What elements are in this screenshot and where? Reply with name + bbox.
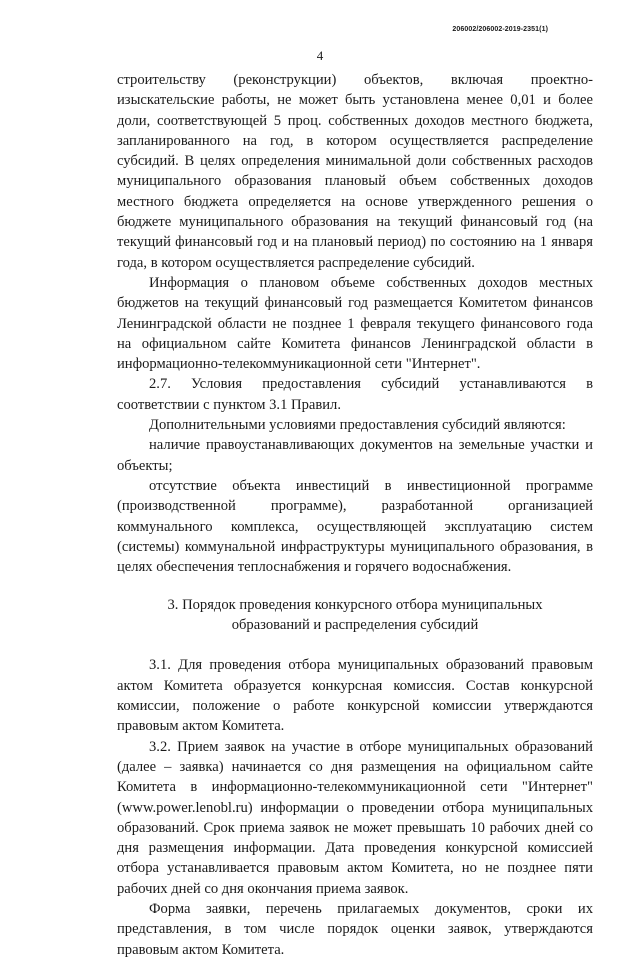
paragraph-additional-conditions: Дополнительными условиями предоставления субсидий являются: xyxy=(149,417,566,434)
document-id: 206002/206002-2019-2351(1) xyxy=(452,26,548,33)
section-heading-line-2: образований и распределения субсидий xyxy=(231,617,479,634)
document-body xyxy=(117,70,593,960)
page-number: 4 xyxy=(316,48,324,63)
paragraph-condition-investment: отсутствие объекта инвестиций в инвестиционной программе (производственной программе), разработанной организацией коммунального комплекса, осуществляющей эксплуатацию систем (системы) коммунальной инфраструктуры муниципального образования, в целях обеспечения теплоснабжения и горячего водоснабжения. xyxy=(117,477,593,576)
paragraph-application-form: Форма заявки, перечень прилагаемых документов, сроки их представления, в том числе порядок оценки заявок, утверждаются правовым актом Комитета. xyxy=(117,900,593,958)
paragraph-3-2: 3.2. Прием заявок на участие в отборе муниципальных образований (далее – заявка) начинается со дня размещения на официальном сайте Комитета в информационно-телекоммуникационной сети "Интернет" (www.power.lenobl.ru) информации о проведении отбора муниципальных образований. Срок приема заявок не может превышать 10 рабочих дней со дня размещения информации. Дата проведения конкурсной комиссией отбора устанавливается правовым актом Комитета, но не позднее пяти рабочих дней со дня окончания приема заявок. xyxy=(117,738,593,897)
paragraph-condition-land: наличие правоустанавливающих документов на земельные участки и объекты; xyxy=(117,437,593,474)
paragraph-2-7: 2.7. Условия предоставления субсидий устанавливаются в соответствии с пунктом 3.1 Правил. xyxy=(117,376,593,413)
paragraph-budget-info: Информация о плановом объеме собственных доходов местных бюджетов на текущий финансовый год размещается Комитетом финансов Ленинградской области не позднее 1 февраля текущего финансового года на официальном сайте Комитета финансов Ленинградской области в информационно-телекоммуникационной сети "Интернет". xyxy=(117,274,593,373)
section-heading xyxy=(117,595,593,635)
section-heading-line-1: 3. Порядок проведения конкурсного отбора муниципальных xyxy=(167,597,543,614)
paragraph-3-1: 3.1. Для проведения отбора муниципальных образований правовым актом Комитета образуется конкурсная комиссия. Состав конкурсной комиссии, положение о работе конкурсной комиссии утверждаются правовым актом Комитета. xyxy=(117,657,593,735)
paragraph-continuation: строительству (реконструкции) объектов, включая проектно-изыскательские работы, не может быть установлена менее 0,01 и более доли, соответствующей 5 проц. собственных доходов местного бюджета, запланированного на год, в котором осуществляется распределение субсидий. В целях определения минимальной доли собственных расходов муниципального образования плановый объем собственных доходов местного бюджета определяется на основе утвержденного решения о бюджете муниципального образования на текущий финансовый год (на текущий финансовый год и на плановый период) по состоянию на 1 января года, в котором осуществляется распределение субсидий. xyxy=(117,72,593,271)
